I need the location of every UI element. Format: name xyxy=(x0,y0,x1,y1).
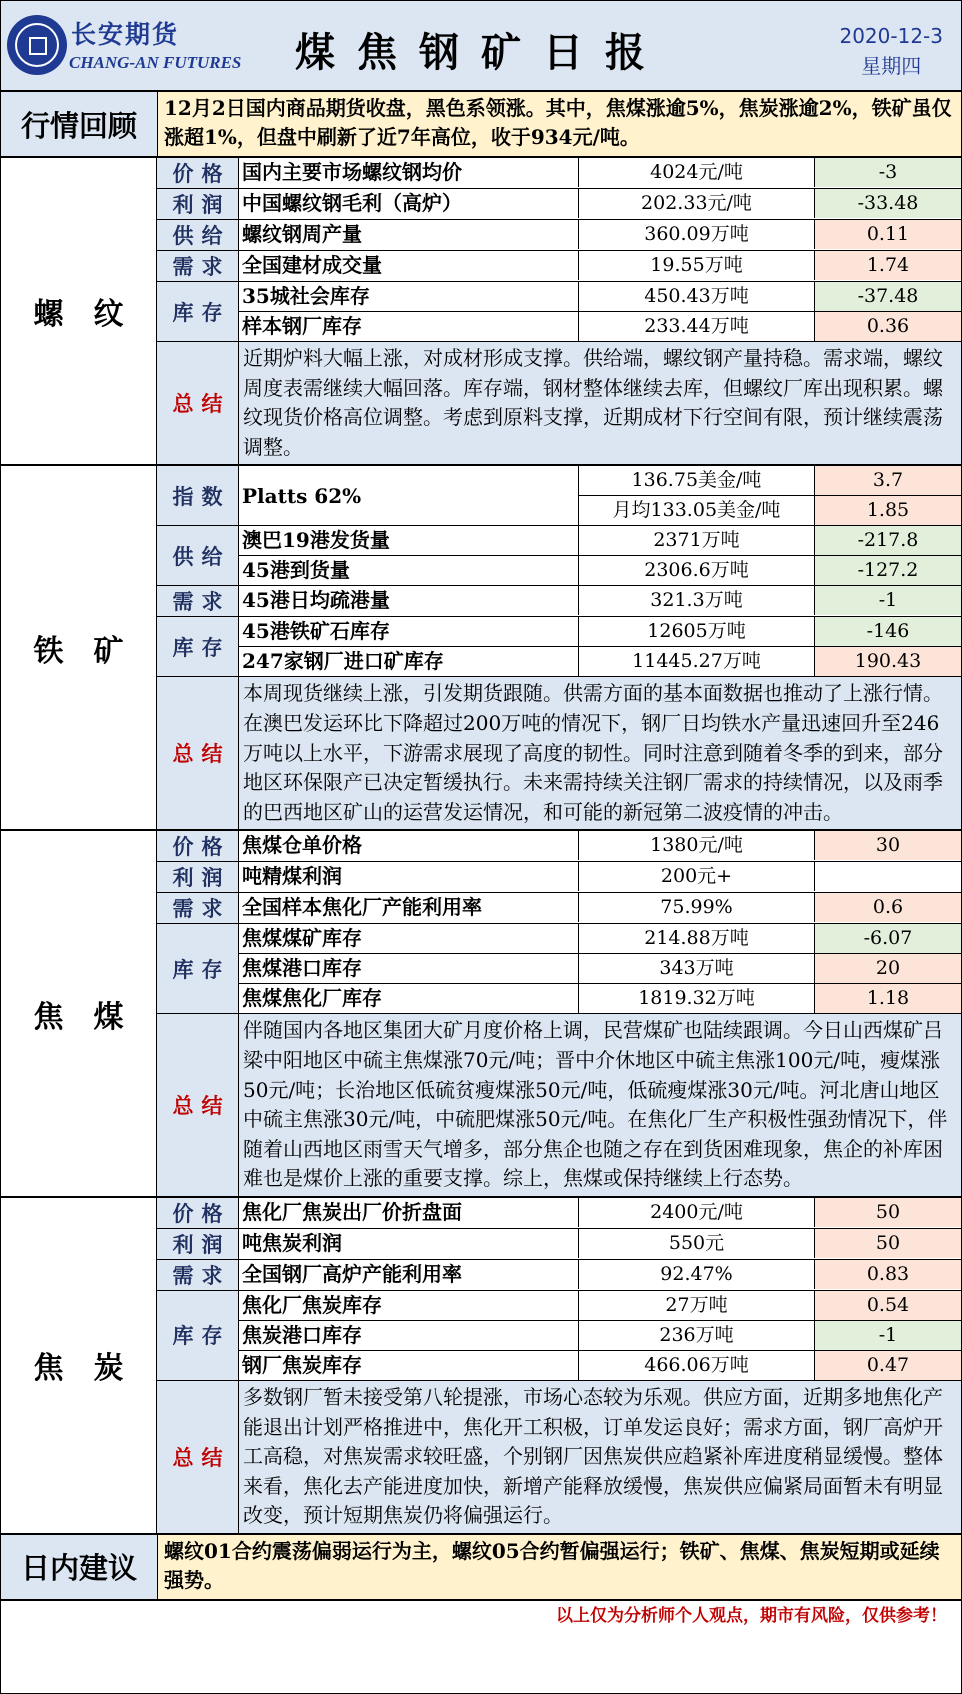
table-row xyxy=(239,189,961,218)
table-row xyxy=(239,312,961,341)
rebar-supply-group xyxy=(157,220,961,251)
indicator-value: 2371万吨 xyxy=(579,526,815,555)
section-coke xyxy=(1,1198,961,1535)
indicator-change: 0.47 xyxy=(815,1351,961,1380)
indicator-change: 1.85 xyxy=(815,496,961,525)
table-row xyxy=(239,556,961,585)
table-row xyxy=(579,466,961,496)
category-label: 需求 xyxy=(157,586,239,616)
coke-demand-group xyxy=(157,1260,961,1291)
indicator-name: 全国样本焦化厂产能利用率 xyxy=(239,893,579,922)
section-label-coking-coal: 焦煤 xyxy=(1,831,157,1196)
rebar-stock-group xyxy=(157,282,961,342)
indicator-change: 20 xyxy=(815,954,961,983)
rebar-summary xyxy=(157,342,961,464)
coal-demand-group xyxy=(157,893,961,924)
category-label: 库存 xyxy=(157,924,239,1013)
table-row xyxy=(239,1260,961,1289)
indicator-name: 247家钢厂进口矿库存 xyxy=(239,647,579,676)
indicator-change: 0.11 xyxy=(815,220,961,249)
indicator-name: 45港铁矿石库存 xyxy=(239,617,579,646)
indicator-name: 吨焦炭利润 xyxy=(239,1229,579,1258)
indicator-value: 1819.32万吨 xyxy=(579,984,815,1013)
indicator-change: 50 xyxy=(815,1198,961,1227)
brand-name-cn: 长安期货 xyxy=(71,20,180,49)
indicator-name: 焦煤港口库存 xyxy=(239,954,579,983)
brand-name-en: CHANG-AN FUTURES xyxy=(69,53,242,72)
summary-label: 总结 xyxy=(157,1014,239,1196)
indicator-value: 136.75美金/吨 xyxy=(579,466,815,495)
coke-stock-group xyxy=(157,1291,961,1381)
indicator-value: 1380元/吨 xyxy=(579,831,815,860)
section-coking-coal xyxy=(1,831,961,1198)
indicator-value: 343万吨 xyxy=(579,954,815,983)
table-row xyxy=(239,617,961,647)
ore-stock-group xyxy=(157,617,961,677)
summary-label: 总结 xyxy=(157,1381,239,1533)
table-row xyxy=(239,647,961,676)
indicator-value: 466.06万吨 xyxy=(579,1351,815,1380)
coke-summary xyxy=(157,1381,961,1533)
table-row xyxy=(239,862,961,891)
table-row xyxy=(239,893,961,922)
indicator-name: 中国螺纹钢毛利（高炉） xyxy=(239,189,579,218)
disclaimer: 以上仅为分析师个人观点，期市有风险，仅供参考！ xyxy=(556,1605,947,1626)
indicator-name: 焦煤仓单价格 xyxy=(239,831,579,860)
date-text: 2020-12-3 xyxy=(839,24,943,48)
indicator-name: 螺纹钢周产量 xyxy=(239,220,579,249)
summary-text: 多数钢厂暂未接受第八轮提涨，市场心态较为乐观。供应方面，近期多地焦化产能退出计划严格推进中，焦化开工积极，订单发运良好；需求方面，钢厂高炉开工高稳，对焦炭需求较旺盛，个别钢厂因焦炭供应趋紧补库进度稍显缓慢。整体来看，焦化去产能进度加快，新增产能释放缓慢，焦炭供应偏紧局面暂未有明显改变，预计短期焦炭仍将偏强运行。 xyxy=(239,1381,961,1533)
indicator-value: 75.99% xyxy=(579,893,815,922)
indicator-change: -1 xyxy=(815,586,961,615)
category-label: 库存 xyxy=(157,617,239,676)
table-row xyxy=(239,1351,961,1380)
indicator-name: 35城社会库存 xyxy=(239,282,579,311)
category-label: 库存 xyxy=(157,1291,239,1380)
indicator-value: 19.55万吨 xyxy=(579,251,815,280)
section-rebar xyxy=(1,158,961,466)
indicator-value: 236万吨 xyxy=(579,1321,815,1350)
indicator-name: 样本钢厂库存 xyxy=(239,312,579,341)
indicator-change: -146 xyxy=(815,617,961,646)
coal-profit-group xyxy=(157,862,961,893)
indicator-value: 550元 xyxy=(579,1229,815,1258)
table-row xyxy=(239,526,961,556)
review-text: 12月2日国内商品期货收盘，黑色系领涨。其中，焦煤涨逾5%，焦炭涨逾2%，铁矿虽仅涨超1%，但盘中刷新了近7年高位，收于934元/吨。 xyxy=(158,92,961,156)
coal-price-group xyxy=(157,831,961,862)
indicator-change xyxy=(815,862,961,891)
table-row xyxy=(239,1229,961,1258)
indicator-value: 200元+ xyxy=(579,862,815,891)
rebar-demand-group xyxy=(157,251,961,282)
indicator-value: 2400元/吨 xyxy=(579,1198,815,1227)
ore-supply-group xyxy=(157,526,961,586)
indicator-value: 2306.6万吨 xyxy=(579,556,815,585)
category-label: 需求 xyxy=(157,251,239,281)
indicator-name: 焦化厂焦炭出厂价折盘面 xyxy=(239,1198,579,1227)
indicator-change: 3.7 xyxy=(815,466,961,495)
indicator-name: 钢厂焦炭库存 xyxy=(239,1351,579,1380)
table-row xyxy=(239,1198,961,1227)
category-label: 利润 xyxy=(157,189,239,219)
coal-stock-group xyxy=(157,924,961,1014)
report-date xyxy=(839,21,943,81)
category-label: 利润 xyxy=(157,1229,239,1259)
section-label-iron-ore: 铁矿 xyxy=(1,466,157,829)
category-label: 需求 xyxy=(157,1260,239,1290)
category-label: 库存 xyxy=(157,282,239,341)
category-label: 价格 xyxy=(157,158,239,188)
company-logo-icon xyxy=(7,15,67,75)
indicator-value: 4024元/吨 xyxy=(579,158,815,187)
indicator-change: 0.36 xyxy=(815,312,961,341)
indicator-name: Platts 62% xyxy=(239,466,579,525)
indicator-name: 焦化厂焦炭库存 xyxy=(239,1291,579,1320)
report-title: 煤焦钢矿日报 xyxy=(295,29,667,76)
coal-summary xyxy=(157,1014,961,1196)
indicator-value: 202.33元/吨 xyxy=(579,189,815,218)
indicator-change: 1.18 xyxy=(815,984,961,1013)
category-label: 指数 xyxy=(157,466,239,525)
indicator-value: 233.44万吨 xyxy=(579,312,815,341)
table-row xyxy=(239,158,961,187)
category-label: 供给 xyxy=(157,220,239,250)
category-label: 价格 xyxy=(157,831,239,861)
indicator-value: 450.43万吨 xyxy=(579,282,815,311)
indicator-value: 27万吨 xyxy=(579,1291,815,1320)
section-label-rebar: 螺纹 xyxy=(1,158,157,464)
indicator-name: 焦煤煤矿库存 xyxy=(239,924,579,953)
category-label: 价格 xyxy=(157,1198,239,1228)
indicator-name: 全国建材成交量 xyxy=(239,251,579,280)
indicator-name: 吨精煤利润 xyxy=(239,862,579,891)
ore-summary xyxy=(157,677,961,829)
advice-text: 螺纹01合约震荡偏弱运行为主，螺纹05合约暂偏强运行；铁矿、焦煤、焦炭短期或延续强势。 xyxy=(158,1535,961,1599)
section-iron-ore xyxy=(1,466,961,831)
summary-label: 总结 xyxy=(157,342,239,464)
table-row xyxy=(239,924,961,954)
table-row xyxy=(239,220,961,249)
indicator-change: -3 xyxy=(815,158,961,187)
table-row xyxy=(239,251,961,280)
indicator-value: 321.3万吨 xyxy=(579,586,815,615)
indicator-value: 月均133.05美金/吨 xyxy=(579,496,815,525)
category-label: 需求 xyxy=(157,893,239,923)
summary-text: 本周现货继续上涨，引发期货跟随。供需方面的基本面数据也推动了上涨行情。在澳巴发运环比下降超过200万吨的情况下，钢厂日均铁水产量迅速回升至246万吨以上水平，下游需求展现了高度的韧性。同时注意到随着冬季的到来，部分地区环保限产已决定暂缓执行。未来需持续关注钢厂需求的持续情况，以及雨季的巴西地区矿山的运营发运情况，和可能的新冠第二波疫情的冲击。 xyxy=(239,677,961,829)
indicator-change: 1.74 xyxy=(815,251,961,280)
rebar-profit-group xyxy=(157,189,961,220)
indicator-name: 澳巴19港发货量 xyxy=(239,526,579,555)
indicator-change: 0.54 xyxy=(815,1291,961,1320)
indicator-value: 214.88万吨 xyxy=(579,924,815,953)
coke-price-group xyxy=(157,1198,961,1229)
intraday-advice xyxy=(1,1535,961,1601)
table-row xyxy=(239,984,961,1013)
weekday-text: 星期四 xyxy=(861,54,922,78)
summary-text: 伴随国内各地区集团大矿月度价格上调，民营煤矿也陆续跟调。今日山西煤矿吕梁中阳地区中硫主焦煤涨70元/吨；晋中介休地区中硫主焦涨100元/吨，瘦煤涨50元/吨；长治地区低硫贫瘦煤涨50元/吨，低硫瘦煤涨30元/吨。河北唐山地区中硫主焦涨30元/吨，中硫肥煤涨50元/吨。在焦化厂生产积极性强劲情况下，伴随着山西地区雨雪天气增多，部分焦企也随之存在到货困难现象，焦企的补库困难也是煤价上涨的重要支撑。综上，焦煤或保持继续上行态势。 xyxy=(239,1014,961,1196)
indicator-change: -6.07 xyxy=(815,924,961,953)
summary-label: 总结 xyxy=(157,677,239,829)
ore-demand-group xyxy=(157,586,961,617)
advice-label: 日内建议 xyxy=(1,1535,158,1599)
summary-text: 近期炉料大幅上涨，对成材形成支撑。供给端，螺纹钢产量持稳。需求端，螺纹周度表需继续大幅回落。库存端，钢材整体继续去库，但螺纹厂库出现积累。螺纹现货价格高位调整。考虑到原料支撑，近期成材下行空间有限，预计继续震荡调整。 xyxy=(239,342,961,464)
rebar-price-group xyxy=(157,158,961,189)
indicator-name: 45港到货量 xyxy=(239,556,579,585)
indicator-change: 190.43 xyxy=(815,647,961,676)
indicator-change: 30 xyxy=(815,831,961,860)
table-row xyxy=(239,954,961,984)
category-label: 供给 xyxy=(157,526,239,585)
market-review xyxy=(1,92,961,158)
indicator-change: 50 xyxy=(815,1229,961,1258)
ore-index-group xyxy=(157,466,961,526)
indicator-change: -37.48 xyxy=(815,282,961,311)
indicator-value: 12605万吨 xyxy=(579,617,815,646)
indicator-name: 国内主要市场螺纹钢均价 xyxy=(239,158,579,187)
table-row xyxy=(579,496,961,525)
indicator-change: 0.6 xyxy=(815,893,961,922)
indicator-value: 92.47% xyxy=(579,1260,815,1289)
indicator-value: 360.09万吨 xyxy=(579,220,815,249)
table-row xyxy=(239,831,961,860)
indicator-name: 焦炭港口库存 xyxy=(239,1321,579,1350)
review-label: 行情回顾 xyxy=(1,92,158,156)
indicator-change: -127.2 xyxy=(815,556,961,585)
table-row xyxy=(239,1321,961,1351)
indicator-change: 0.83 xyxy=(815,1260,961,1289)
section-label-coke: 焦炭 xyxy=(1,1198,157,1533)
table-row xyxy=(239,1291,961,1321)
indicator-name: 焦煤焦化厂库存 xyxy=(239,984,579,1013)
report-header xyxy=(1,1,961,92)
indicator-change: -33.48 xyxy=(815,189,961,218)
coke-profit-group xyxy=(157,1229,961,1260)
indicator-value: 11445.27万吨 xyxy=(579,647,815,676)
indicator-name: 全国钢厂高炉产能利用率 xyxy=(239,1260,579,1289)
indicator-change: -217.8 xyxy=(815,526,961,555)
indicator-name: 45港日均疏港量 xyxy=(239,586,579,615)
indicator-change: -1 xyxy=(815,1321,961,1350)
table-row xyxy=(239,586,961,615)
table-row xyxy=(239,282,961,312)
category-label: 利润 xyxy=(157,862,239,892)
